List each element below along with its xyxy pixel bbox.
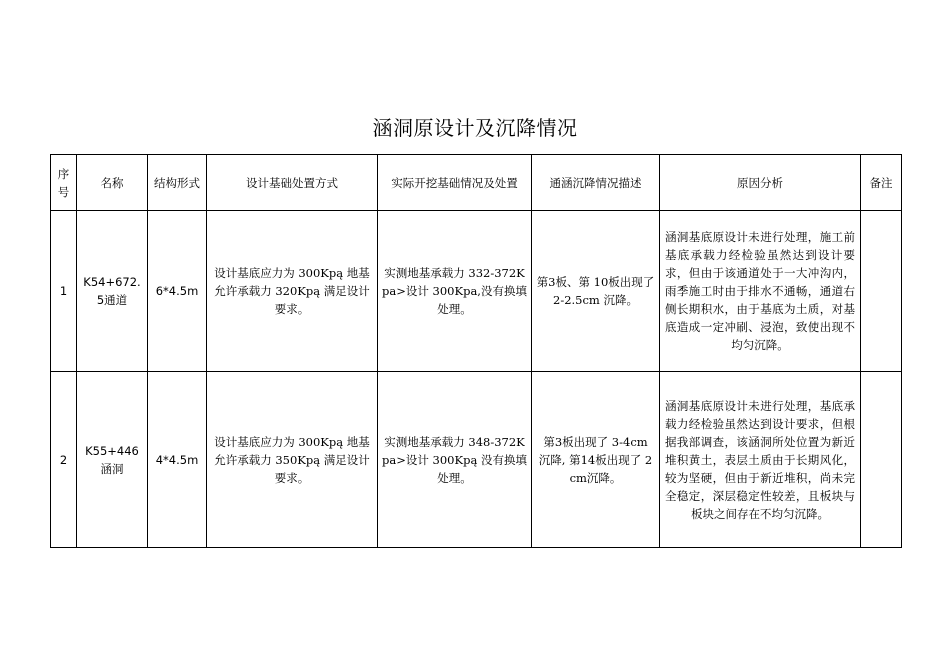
header-reason: 原因分析	[660, 155, 861, 211]
cell-structure: 4*4.5m	[148, 372, 207, 548]
cell-reason: 涵洞基底原设计未进行处理，基底承载力经检验虽然达到设计要求，但根据我部调查，该涵洞所处位置为新近堆积黄土，表层土质由于长期风化，较为坚硬，但由于新近堆积，尚未完全稳定，深层稳定性较差，且板块与板块之间存在不均匀沉降。	[660, 372, 861, 548]
cell-structure: 6*4.5m	[148, 211, 207, 372]
cell-remark	[861, 372, 902, 548]
cell-name: K54+672.5通道	[77, 211, 148, 372]
cell-remark	[861, 211, 902, 372]
table-row	[51, 372, 902, 548]
header-actual: 实际开挖基础情况及处置	[378, 155, 532, 211]
cell-index: 1	[51, 211, 77, 372]
cell-settlement: 第3板出现了 3-4cm 沉降, 第14板出现了 2cm沉降。	[532, 372, 660, 548]
cell-reason: 涵洞基底原设计未进行处理，施工前基底承载力经检验虽然达到设计要求，但由于该通道处于一大冲沟内，雨季施工时由于排水不通畅，通道右侧长期积水，由于基底为土质，对基底造成一定冲刷、浸泡，致使出现不均匀沉降。	[660, 211, 861, 372]
cell-settlement: 第3板、第 10板出现了2-2.5cm 沉降。	[532, 211, 660, 372]
page-title: 涵洞原设计及沉降情况	[372, 116, 578, 140]
cell-actual: 实测地基承载力 332-372Kpa>设计 300Kpa,没有换填处理。	[378, 211, 532, 372]
cell-index: 2	[51, 372, 77, 548]
header-name: 名称	[77, 155, 148, 211]
cell-name: K55+446 涵洞	[77, 372, 148, 548]
cell-design: 设计基底应力为 300Kpą 地基允许承载力 350Kpą 满足设计要求。	[207, 372, 378, 548]
cell-design: 设计基底应力为 300Kpą 地基允许承载力 320Kpą 满足设计要求。	[207, 211, 378, 372]
header-structure: 结构形式	[148, 155, 207, 211]
table-header-row	[51, 155, 902, 211]
cell-actual: 实测地基承载力 348-372Kpa>设计 300Kpą 没有换填处理。	[378, 372, 532, 548]
header-remark: 备注	[861, 155, 902, 211]
settlement-table	[50, 154, 902, 548]
table-row	[51, 211, 902, 372]
header-settlement: 通涵沉降情况描述	[532, 155, 660, 211]
header-design: 设计基础处置方式	[207, 155, 378, 211]
header-index: 序号	[51, 155, 77, 211]
